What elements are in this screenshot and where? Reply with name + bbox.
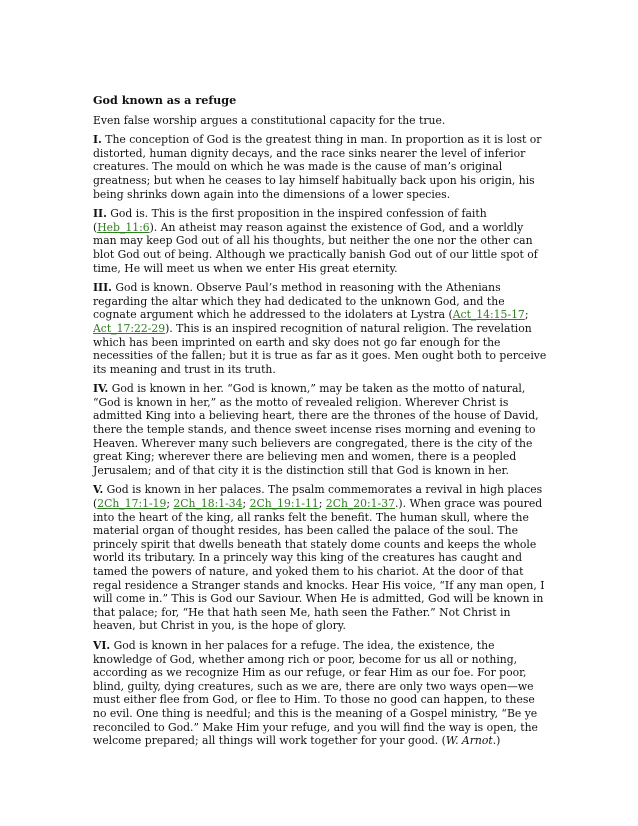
- section-text: God is known in her. “God is known,” may be taken as the motto of natural, “God is known in her,” as the motto of revealed religion. Wherever Christ is admitted King into a believing heart, there are the thrones of the house of David, there the temple stands, and thence sweet incense rises morning and evening to Heaven. Wherever many such believers are congregated, there is the city of the great King; wherever there are believing men and women, there is a peopled Jerusalem; and of that city it is the distinction still that God is known in her.: [93, 382, 539, 477]
- scripture-link-2ch-18[interactable]: 2Ch_18:1-34: [173, 497, 243, 511]
- scripture-link-heb-11-6[interactable]: Heb_11:6: [97, 220, 150, 234]
- scripture-link-2ch-17[interactable]: 2Ch_17:1-19: [97, 497, 167, 511]
- scripture-link-2ch-20[interactable]: 2Ch_20:1-37: [325, 497, 395, 511]
- scripture-link-act-14[interactable]: Act_14:15-17: [452, 308, 525, 322]
- link-separator: ;: [524, 308, 529, 322]
- page-title: God known as a refuge: [93, 93, 237, 107]
- section-text: God is known in her palaces for a refuge. The idea, the existence, the knowledge of God, whether among rich or poor, become for us all or nothing, according as we recognize Him as our refuge, or fear Him as our foe. For poor, blind, guilty, dying creatures, such as we are, there are only two ways open—we must either flee from God, or flee to Him. To those no good can happen, to these no evil. One thing is needful; and this is the meaning of a Gospel ministry, “Be ye reconciled to God.” Make Him your refuge, and you will find the way is open, the welcome prepared; all things will work together for your good. (: [93, 638, 538, 748]
- section-text: .). When grace was poured into the heart of the king, all ranks felt the benefit. The human skull, where the material organ of thought resides, has been called the palace of the soul. The princely spirit that dwells beneath that stately dome counts and keeps the whole world its tributary. In a princely way this king of the creatures has caught and tamed the powers of nature, and yoked them to his chariot. At the door of that regal residence a Stranger stands and knocks. Hear His voice, “If any man open, I will come in.” This is God our Saviour. When He is admitted, God will be known in that palace; for, “He that hath seen Me, hath seen the Father.” Not Christ in heaven, but Christ in you, is the hope of glory.: [93, 497, 545, 633]
- section-number: VI.: [93, 638, 111, 652]
- section-text: God is. This is the first proposition in the inspired confession of faith (: [93, 207, 487, 234]
- link-separator: ;: [242, 497, 250, 511]
- scripture-link-2ch-19[interactable]: 2Ch_19:1-11: [249, 497, 319, 511]
- section-text: ). An atheist may reason against the existence of God, and a worldly man may keep God out of all his thoughts, but neither the one nor the other can blot God out of being. Although we practically banish God out of our little spot of time, He will meet us when we enter His great eternity.: [93, 220, 538, 275]
- section-number: III.: [93, 281, 112, 295]
- section-3-paragraph: [93, 281, 549, 376]
- section-text: .): [492, 734, 501, 748]
- section-text: God is known. Observe Paul’s method in reasoning with the Athenians regarding the altar which they had dedicated to the unknown God, and the cognate argument which he addressed to the idolaters at Lystra (: [93, 281, 505, 322]
- section-text: ). This is an inspired recognition of natural religion. The revelation which has been imprinted on earth and sky does not go far enough for the necessities of the fallen; but it is true as far as it goes. Men ought both to perceive its meaning and trust in its truth.: [93, 321, 547, 376]
- section-6-paragraph: [93, 639, 549, 748]
- section-2-paragraph: [93, 207, 549, 275]
- section-5-paragraph: [93, 483, 549, 633]
- section-text: God is known in her palaces. The psalm commemorates a revival in high places (: [93, 483, 543, 511]
- section-number: II.: [93, 207, 107, 221]
- link-separator: ;: [166, 497, 174, 511]
- document-page: [93, 94, 549, 754]
- section-1-paragraph: [93, 133, 549, 201]
- link-separator: ;: [318, 497, 326, 511]
- section-number: IV.: [93, 382, 109, 396]
- scripture-link-act-17[interactable]: Act_17:22-29: [93, 321, 166, 335]
- section-number: I.: [93, 133, 102, 147]
- section-4-paragraph: [93, 382, 549, 477]
- section-number: V.: [93, 483, 104, 497]
- intro-paragraph: Even false worship argues a constitutional capacity for the true.: [93, 113, 446, 127]
- author-citation: W. Arnot: [445, 734, 493, 748]
- section-text: The conception of God is the greatest thing in man. In proportion as it is lost or distorted, human dignity decays, and the race sinks nearer the level of inferior creatures. The mould on which he was made is the cause of man’s original greatness; but when he ceases to lay himself habitually back upon his origin, his being shrinks down again into the dimensions of a lower species.: [93, 133, 542, 201]
